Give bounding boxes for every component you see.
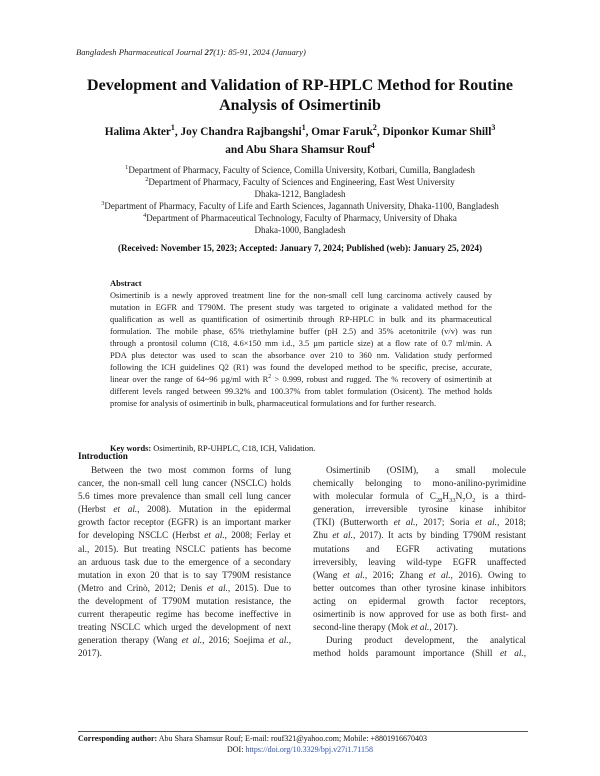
intro-line: (Wang et al., 2016; Zhang et al., 2016). Owing to [313, 570, 526, 581]
author-line-2 [60, 141, 540, 159]
affiliation-2-city: Dhaka-1212, Bangladesh [254, 189, 346, 199]
abstract-line: through a prontosil column (C18, 4.6×150 mm i.d., 3.5 µm particle size) at a flow rate of 0.7 ml/min. A [110, 339, 492, 349]
author-3-sup: 2 [372, 123, 377, 133]
intro-line: Between the two most common forms of lung [91, 466, 291, 476]
abstract-heading: Abstract [110, 278, 142, 288]
corresponding-label: Corresponding author: [78, 734, 158, 743]
intro-line: cancer, the non-small cell lung cancer (NSCLC) holds [78, 479, 291, 490]
affiliations [40, 164, 560, 236]
corresponding-text: Abu Shara Shamsur Rouf; E-mail: rouf321@yahoo.com; Mobile: +8801916670403 [158, 734, 428, 743]
journal-name: Bangladesh Pharmaceutical Journal [76, 47, 203, 57]
author-5-sup: 4 [370, 141, 375, 151]
intro-line: method holds paramount importance (Shill et al., [313, 649, 527, 660]
abstract-line: Osimertinib is a newly approved treatment line for the non-small cell lung carcinoma actively caused by [110, 291, 492, 300]
intro-line: During product development, the analytical [326, 636, 526, 647]
doi-link[interactable]: https://doi.org/10.3329/bpj.v27i1.71158 [245, 745, 373, 754]
footer-divider [78, 731, 528, 732]
introduction-heading: Introduction [78, 451, 128, 461]
intro-left-column [78, 465, 291, 661]
intro-right-column [313, 465, 526, 661]
paper-title [60, 76, 540, 116]
author-3: Omar Faruk [311, 126, 373, 138]
affiliation-4-text: Department of Pharmaceutical Technology, Faculty of Pharmacy, University of Dhaka [146, 213, 457, 223]
author-2: Joy Chandra Rajbangshi [180, 126, 302, 138]
intro-line: the development of T790M mutation resistance, the [78, 596, 291, 607]
affiliation-2-text: Department of Pharmacy, Faculty of Sciences and Engineering, East West University [148, 177, 455, 187]
affiliation-4-city: Dhaka-1000, Bangladesh [254, 225, 346, 235]
corresponding-author [78, 734, 427, 743]
intro-line: current therapeutic regime has become ineffective in [78, 610, 291, 621]
intro-line: second-line therapy (Mok et al., 2017). [313, 623, 458, 634]
intro-line: osimertinib is now approved for use as both first- and [313, 610, 526, 621]
affiliation-3 [40, 200, 560, 212]
intro-line: generation therapy (Wang et al., 2016; Soejima et al., [78, 636, 291, 647]
affiliation-2-sup: 2 [145, 176, 149, 183]
journal-issue-date: (1): 85-91, 2024 (January) [213, 47, 306, 57]
keywords [110, 444, 315, 453]
abstract-line: promise for analysis of osimertinib in bulk, pharmaceutical formulations and for further research. [110, 399, 437, 409]
author-4-sup: 3 [491, 123, 496, 133]
author-5: Abu Shara Shamsur Rouf [245, 144, 371, 156]
journal-volume: 27 [204, 47, 214, 57]
intro-line: treating NSCLC which urged the development of next [78, 623, 291, 634]
intro-line: 5.6 times more prevalence than small cell lung cancer [78, 492, 291, 503]
affiliation-3-text: Department of Pharmacy, Faculty of Life and Earth Sciences, Jagannath University, Dhaka-1100, Bangladesh [104, 201, 499, 211]
journal-header [76, 47, 306, 57]
abstract-line [110, 374, 492, 386]
title-line-1: Development and Validation of RP-HPLC Method for Routine [87, 77, 513, 94]
intro-line: Zhu et al., 2017). It acts by binding T790M resistant [313, 531, 527, 542]
intro-line: chemically belonging to mono-anilino-pyrimidine [313, 479, 526, 490]
abstract-line: different levels ranged between 99.32% and 100.37% from tablet formulation (Osicent). The method holds [110, 387, 492, 397]
title-line-2: Analysis of Osimertinib [219, 97, 381, 114]
author-list [60, 123, 540, 159]
intro-line: (Metro and Crinò, 2012; Denis et al., 2015). Due to [78, 583, 291, 594]
abstract-line: formulation. The mobile phase, 65% triethylamine buffer (pH 2.5) and 35% acetonitrile (v/v) was run [110, 327, 492, 337]
keywords-label: Key words: [110, 444, 152, 453]
author-4: Diponkor Kumar Shill [382, 126, 492, 138]
intro-line: better outcomes than other tyrosine kinase inhibitors [313, 583, 526, 594]
author-1: Halima Akter [104, 126, 171, 138]
intro-line: generation, irreversible tyrosine kinase inhibitor [313, 505, 526, 516]
affiliation-4-sup: 4 [143, 212, 147, 219]
intro-line: growth factor receptor (EGFR) is an important marker [78, 518, 291, 529]
intro-line: (TKI) (Butterworth et al., 2017; Soria et al., 2018; [313, 518, 526, 529]
doi-label: DOI: [226, 745, 244, 754]
author-line-1: Halima Akter$^1$, Joy Chandra Rajbangshi$^1$, Omar Faruk$^2$, Diponkor Kumar Shill$^3$ [104, 123, 496, 138]
abstract-r2-text: linear over the range of 64~96 µg/ml with R [110, 375, 269, 385]
affiliation-3-sup: 3 [101, 200, 105, 207]
intro-line: for developing NSCLC (Herbst et al., 2008; Ferlay et [78, 531, 291, 542]
author-and: and [225, 144, 244, 156]
abstract-r2-sup: 2 [268, 374, 272, 381]
intro-line: irreversibly, leaving wild-type EGFR unaffected [313, 557, 526, 568]
intro-line: al., 2015). But treating NSCLC patients has become [78, 544, 291, 555]
intro-line: Osimertinib (OSIM), a small molecule [326, 466, 526, 476]
abstract-body [110, 290, 492, 410]
doi [0, 745, 600, 754]
intro-line: with molecular formula of $C_{28}H_{33}N_7O_2$ is a third- [313, 492, 526, 505]
abstract-line: qualification as well as quantification of osimertinib through RP-HPLC in bulk and its pharmaceutical [110, 315, 492, 325]
intro-line: 2017). [78, 649, 102, 660]
abstract-r2-tail: > 0.999, robust and rugged. The % recovery of osimertinib at [271, 375, 492, 385]
author-2-sup: 1 [301, 123, 306, 133]
affiliation-1-sup: 1 [125, 164, 129, 171]
affiliation-4 [40, 212, 560, 224]
author-1-sup: 1 [170, 123, 175, 133]
intro-line: acting on epidermal growth factor receptors, [313, 596, 526, 607]
abstract-line: mutation in EGFR and T790M. The present study was targeted to originate a validated method for the [110, 303, 492, 313]
affiliation-2 [40, 176, 560, 188]
intro-line: mutations and EGFR activating mutations [313, 544, 526, 555]
publication-dates: (Received: November 15, 2023; Accepted: January 7, 2024; Published (web): January 25, 2024) [117, 243, 483, 253]
intro-line: (Herbst et al., 2008). Mutation in the epidermal [78, 505, 291, 516]
abstract-line: following the ICH guidelines Q2 (R1) was found the developed method to be specific, precise, accurate, [110, 363, 492, 373]
intro-line: an arduous task due to the emergence of a secondary [78, 557, 291, 568]
affiliation-1-text: Department of Pharmacy, Faculty of Science, Comilla University, Kotbari, Cumilla, Bangladesh [128, 165, 475, 175]
keywords-text: Osimertinib, RP-UHPLC, C18, ICH, Validation. [153, 444, 316, 453]
abstract-line: PDA plus detector was used to scan the absorbance over 210 to 360 nm. Validation study performed [110, 351, 492, 361]
intro-line: mutation in exon 20 that is to say T790M resistance [78, 570, 291, 581]
affiliation-1 [40, 164, 560, 176]
